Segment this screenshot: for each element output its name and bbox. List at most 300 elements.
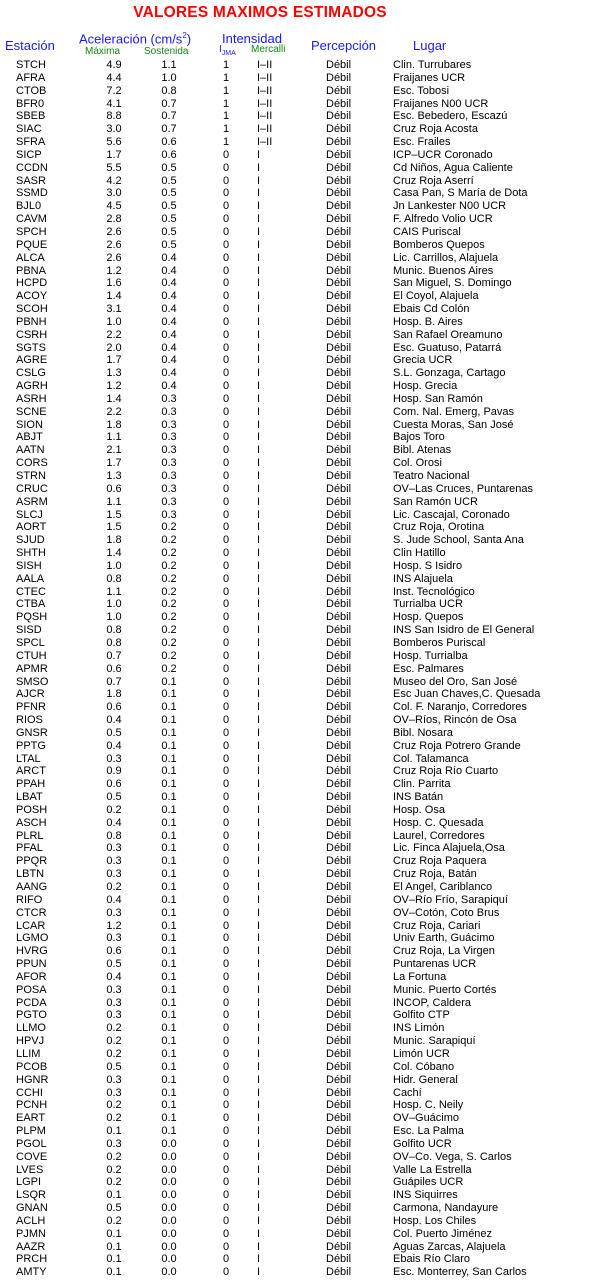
perception: Débil xyxy=(326,1214,352,1227)
table-row xyxy=(0,1125,590,1138)
intensity-jma: 0 xyxy=(222,1073,230,1086)
sustained-accel: 0.3 xyxy=(161,508,177,521)
max-accel: 0.8 xyxy=(106,636,122,649)
intensity-mercalli: I xyxy=(257,521,261,534)
table-row xyxy=(0,226,590,239)
location: Col. Puerto Jiménez xyxy=(393,1227,493,1240)
intensity-mercalli: I xyxy=(257,1266,261,1279)
header-aceleracion-close: ) xyxy=(186,31,192,47)
location: Hosp. Osa xyxy=(393,803,445,816)
max-accel: 2.0 xyxy=(106,341,122,354)
location: OV–Ríos, Rincón de Osa xyxy=(393,714,517,727)
intensity-jma: 0 xyxy=(222,418,230,431)
perception: Débil xyxy=(326,418,352,431)
table-row xyxy=(0,277,590,290)
intensity-jma: 0 xyxy=(222,405,230,418)
station-code: ARCT xyxy=(16,765,46,778)
station-code: CTCR xyxy=(16,906,47,919)
location: Hosp. B. Aires xyxy=(393,315,463,328)
max-accel: 0.2 xyxy=(106,1214,122,1227)
sustained-accel: 0.1 xyxy=(161,919,177,932)
station-code: LGMO xyxy=(16,932,49,945)
station-code: PBNH xyxy=(16,315,47,328)
max-accel: 1.0 xyxy=(106,315,122,328)
intensity-mercalli: I xyxy=(257,893,261,906)
perception: Débil xyxy=(326,1035,352,1048)
perception: Débil xyxy=(326,906,352,919)
intensity-mercalli: I xyxy=(257,174,261,187)
intensity-jma: 0 xyxy=(222,649,230,662)
max-accel: 0.6 xyxy=(106,778,122,791)
location: F. Alfredo Volio UCR xyxy=(393,213,493,226)
perception: Débil xyxy=(326,71,352,84)
station-code: LTAL xyxy=(16,752,41,765)
perception: Débil xyxy=(326,1009,352,1022)
intensity-jma: 0 xyxy=(222,1163,230,1176)
location: Ebais Río Claro xyxy=(393,1253,471,1266)
sustained-accel: 0.1 xyxy=(161,726,177,739)
perception: Débil xyxy=(326,97,352,110)
intensity-jma: 0 xyxy=(222,983,230,996)
perception: Débil xyxy=(326,547,352,560)
max-accel: 3.1 xyxy=(106,303,122,316)
intensity-mercalli: I xyxy=(257,315,261,328)
intensity-mercalli: I xyxy=(257,341,261,354)
table-row xyxy=(0,932,590,945)
sustained-accel: 0.2 xyxy=(161,585,177,598)
perception: Débil xyxy=(326,701,352,714)
location: INS Limón xyxy=(393,1022,445,1035)
sustained-accel: 0.4 xyxy=(161,251,177,264)
perception: Débil xyxy=(326,431,352,444)
max-accel: 0.3 xyxy=(106,868,122,881)
perception: Débil xyxy=(326,277,352,290)
station-code: ACLH xyxy=(16,1214,46,1227)
station-code: COVE xyxy=(16,1150,48,1163)
perception: Débil xyxy=(326,225,352,238)
table-row xyxy=(0,1164,590,1177)
max-accel: 0.8 xyxy=(106,572,122,585)
perception: Débil xyxy=(326,855,352,868)
header-aceleracion-text: Aceleración (cm/s xyxy=(79,31,183,47)
location: Turrialba UCR xyxy=(393,598,463,611)
location: Univ Earth, Guácimo xyxy=(393,932,495,945)
sustained-accel: 0.0 xyxy=(161,1202,177,1215)
station-code: LVES xyxy=(16,1163,44,1176)
sustained-accel: 0.1 xyxy=(161,1086,177,1099)
max-accel: 1.1 xyxy=(106,431,122,444)
table-row xyxy=(0,509,590,522)
max-accel: 0.3 xyxy=(106,1086,122,1099)
sustained-accel: 0.5 xyxy=(161,238,177,251)
station-code: HGNR xyxy=(16,1073,49,1086)
intensity-jma: 0 xyxy=(222,816,230,829)
table-row xyxy=(0,560,590,573)
location: Esc. Guatuso, Patarrá xyxy=(393,341,502,354)
intensity-mercalli: I xyxy=(257,791,261,804)
perception: Débil xyxy=(326,893,352,906)
table-row xyxy=(0,817,590,830)
perception: Débil xyxy=(326,290,352,303)
sustained-accel: 0.0 xyxy=(161,1189,177,1202)
intensity-mercalli: I xyxy=(257,970,261,983)
perception: Débil xyxy=(326,778,352,791)
location: Munic. Sarapiquí xyxy=(393,1035,476,1048)
sustained-accel: 0.1 xyxy=(161,893,177,906)
max-accel: 2.6 xyxy=(106,251,122,264)
sustained-accel: 0.3 xyxy=(161,418,177,431)
station-table xyxy=(0,59,590,1279)
sustained-accel: 0.2 xyxy=(161,636,177,649)
intensity-mercalli: I xyxy=(257,919,261,932)
station-code: HCPD xyxy=(16,277,48,290)
station-code: PFAL xyxy=(16,842,43,855)
perception: Débil xyxy=(326,919,352,932)
sustained-accel: 0.2 xyxy=(161,534,177,547)
station-code: POSH xyxy=(16,803,48,816)
intensity-mercalli: I xyxy=(257,405,261,418)
table-row xyxy=(0,997,590,1010)
intensity-jma: 0 xyxy=(222,521,230,534)
location: Com. Nal. Emerg, Pavas xyxy=(393,405,515,418)
perception: Débil xyxy=(326,1022,352,1035)
table-row xyxy=(0,1009,590,1022)
perception: Débil xyxy=(326,482,352,495)
table-row xyxy=(0,740,590,753)
max-accel: 0.2 xyxy=(106,1047,122,1060)
location: Esc. Bebedero, Escazú xyxy=(393,110,508,123)
intensity-jma: 0 xyxy=(222,277,230,290)
perception: Débil xyxy=(326,1073,352,1086)
location: San Rafael Oreamuno xyxy=(393,328,503,341)
station-code: SISH xyxy=(16,559,42,572)
max-accel: 2.2 xyxy=(106,328,122,341)
table-row xyxy=(0,676,590,689)
intensity-mercalli: I xyxy=(257,161,261,174)
intensity-mercalli: I xyxy=(257,752,261,765)
location: Cruz Roja Paquera xyxy=(393,855,487,868)
perception: Débil xyxy=(326,572,352,585)
sustained-accel: 0.3 xyxy=(161,392,177,405)
location: Col. Cóbano xyxy=(393,1060,455,1073)
location: Esc. La Palma xyxy=(393,1125,464,1138)
location: ICP–UCR Coronado xyxy=(393,148,493,161)
perception: Débil xyxy=(326,803,352,816)
header-aceleracion-exponent: 2 xyxy=(182,31,187,40)
max-accel: 2.8 xyxy=(106,213,122,226)
intensity-jma: 0 xyxy=(222,1125,230,1138)
perception: Débil xyxy=(326,161,352,174)
sustained-accel: 0.2 xyxy=(161,572,177,585)
sustained-accel: 0.3 xyxy=(161,495,177,508)
intensity-jma: 0 xyxy=(222,636,230,649)
table-row xyxy=(0,842,590,855)
max-accel: 1.3 xyxy=(106,470,122,482)
max-accel: 3.0 xyxy=(106,123,122,136)
table-row xyxy=(0,1189,590,1202)
perception: Débil xyxy=(326,662,352,675)
intensity-mercalli: I xyxy=(257,1047,261,1060)
intensity-mercalli: I xyxy=(257,148,261,161)
location: Bibl. Nosara xyxy=(393,726,453,739)
table-row xyxy=(0,252,590,265)
intensity-jma: 0 xyxy=(222,264,230,277)
intensity-jma: 0 xyxy=(222,148,230,161)
intensity-mercalli: I xyxy=(257,1176,261,1189)
intensity-jma: 0 xyxy=(222,791,230,804)
location: Bibl. Atenas xyxy=(393,444,452,457)
intensity-mercalli: I xyxy=(257,958,261,971)
intensity-jma: 0 xyxy=(222,1253,230,1266)
report-title: VALORES MAXIMOS ESTIMADOS xyxy=(133,4,387,21)
max-accel: 0.3 xyxy=(106,842,122,855)
location: INS San Isidro de El General xyxy=(393,624,535,637)
max-accel: 1.6 xyxy=(106,277,122,290)
intensity-mercalli: I xyxy=(257,649,261,662)
intensity-jma: 1 xyxy=(222,123,230,136)
intensity-mercalli: I xyxy=(257,585,261,598)
intensity-jma: 1 xyxy=(222,97,230,110)
intensity-mercalli: I xyxy=(257,1137,261,1150)
intensity-mercalli: I xyxy=(257,636,261,649)
max-accel: 4.4 xyxy=(106,71,122,84)
perception: Débil xyxy=(326,1112,352,1125)
table-row xyxy=(0,175,590,188)
sustained-accel: 0.3 xyxy=(161,431,177,444)
intensity-mercalli: I xyxy=(257,380,261,393)
intensity-mercalli: I xyxy=(257,290,261,303)
intensity-mercalli: I xyxy=(257,264,261,277)
perception: Débil xyxy=(326,675,352,688)
perception: Débil xyxy=(326,380,352,393)
sustained-accel: 0.1 xyxy=(161,970,177,983)
max-accel: 0.5 xyxy=(106,726,122,739)
perception: Débil xyxy=(326,303,352,316)
station-code: PGTO xyxy=(16,1009,47,1022)
intensity-jma: 0 xyxy=(222,508,230,521)
intensity-mercalli: I xyxy=(257,1022,261,1035)
sustained-accel: 0.1 xyxy=(161,1099,177,1112)
station-code: AATN xyxy=(16,444,45,457)
location: OV–Co. Vega, S. Carlos xyxy=(393,1150,512,1163)
table-row xyxy=(0,1266,590,1279)
intensity-jma: 0 xyxy=(222,958,230,971)
intensity-mercalli: I xyxy=(257,996,261,1009)
station-code: ALCA xyxy=(16,251,45,264)
subheader-ijma-subscript: JMA xyxy=(221,50,236,57)
table-row xyxy=(0,920,590,933)
intensity-jma: 0 xyxy=(222,714,230,727)
station-code: SCNE xyxy=(16,405,47,418)
intensity-mercalli: I xyxy=(257,842,261,855)
max-accel: 0.2 xyxy=(106,1099,122,1112)
station-code: SBEB xyxy=(16,110,46,123)
perception: Débil xyxy=(326,213,352,226)
intensity-jma: 0 xyxy=(222,354,230,367)
max-accel: 0.5 xyxy=(106,958,122,971)
location: Inst. Tecnológico xyxy=(393,585,475,598)
intensity-jma: 0 xyxy=(222,470,230,482)
location: Fraijanes UCR xyxy=(393,71,466,84)
max-accel: 2.6 xyxy=(106,238,122,251)
max-accel: 0.6 xyxy=(106,945,122,958)
location: Laurel, Corredores xyxy=(393,829,485,842)
sustained-accel: 0.4 xyxy=(161,328,177,341)
station-code: HVRG xyxy=(16,945,48,958)
intensity-mercalli: I xyxy=(257,354,261,367)
table-row xyxy=(0,1112,590,1125)
sustained-accel: 0.5 xyxy=(161,200,177,213)
intensity-mercalli: I xyxy=(257,1112,261,1125)
perception: Débil xyxy=(326,958,352,971)
location: Carmona, Nandayure xyxy=(393,1202,499,1215)
sustained-accel: 0.1 xyxy=(161,983,177,996)
max-accel: 0.5 xyxy=(106,1060,122,1073)
table-row xyxy=(0,521,590,534)
location: Limón UCR xyxy=(393,1047,450,1060)
sustained-accel: 0.5 xyxy=(161,225,177,238)
subheader-ijma xyxy=(219,44,236,57)
table-row xyxy=(0,830,590,843)
sustained-accel: 0.1 xyxy=(161,688,177,701)
table-row xyxy=(0,727,590,740)
location: Casa Pan, S María de Dota xyxy=(393,187,528,200)
station-code: LBAT xyxy=(16,791,43,804)
perception: Débil xyxy=(326,174,352,187)
intensity-mercalli: I xyxy=(257,701,261,714)
intensity-mercalli: I xyxy=(257,739,261,752)
subheader-mercalli: Mercalli xyxy=(251,44,286,55)
location: Aguas Zarcas, Alajuela xyxy=(393,1240,506,1253)
intensity-jma: 0 xyxy=(222,855,230,868)
table-row xyxy=(0,1022,590,1035)
station-code: SICP xyxy=(16,148,42,161)
perception: Débil xyxy=(326,649,352,662)
table-row xyxy=(0,765,590,778)
intensity-mercalli: I xyxy=(257,1125,261,1138)
max-accel: 0.7 xyxy=(106,649,122,662)
max-accel: 5.5 xyxy=(106,161,122,174)
sustained-accel: 0.1 xyxy=(161,1035,177,1048)
perception: Débil xyxy=(326,521,352,534)
max-accel: 1.4 xyxy=(106,290,122,303)
table-row xyxy=(0,894,590,907)
intensity-jma: 0 xyxy=(222,482,230,495)
location: Esc. Frailes xyxy=(393,136,451,149)
max-accel: 0.3 xyxy=(106,1137,122,1150)
sustained-accel: 0.3 xyxy=(161,405,177,418)
intensity-jma: 1 xyxy=(222,136,230,149)
max-accel: 2.2 xyxy=(106,405,122,418)
table-row xyxy=(0,547,590,560)
table-row xyxy=(0,586,590,599)
intensity-jma: 0 xyxy=(222,225,230,238)
station-code: SMSO xyxy=(16,675,49,688)
max-accel: 0.1 xyxy=(106,1227,122,1240)
intensity-jma: 0 xyxy=(222,457,230,470)
table-row xyxy=(0,470,590,483)
table-row xyxy=(0,444,590,457)
max-accel: 4.9 xyxy=(106,59,122,71)
location: Hosp. Quepos xyxy=(393,611,464,624)
station-code: SFRA xyxy=(16,136,46,149)
perception: Débil xyxy=(326,1137,352,1150)
intensity-jma: 0 xyxy=(222,945,230,958)
location: Lic. Carrillos, Alajuela xyxy=(393,251,499,264)
perception: Débil xyxy=(326,829,352,842)
intensity-jma: 0 xyxy=(222,1214,230,1227)
location: S. Jude School, Santa Ana xyxy=(393,534,524,547)
intensity-jma: 0 xyxy=(222,829,230,842)
table-row xyxy=(0,663,590,676)
intensity-jma: 0 xyxy=(222,328,230,341)
sustained-accel: 0.0 xyxy=(161,1163,177,1176)
intensity-mercalli: I xyxy=(257,816,261,829)
intensity-jma: 0 xyxy=(222,881,230,893)
intensity-jma: 0 xyxy=(222,765,230,778)
max-accel: 1.0 xyxy=(106,559,122,572)
perception: Débil xyxy=(326,611,352,624)
perception: Débil xyxy=(326,842,352,855)
sustained-accel: 0.1 xyxy=(161,778,177,791)
sustained-accel: 0.1 xyxy=(161,855,177,868)
sustained-accel: 0.1 xyxy=(161,816,177,829)
table-row xyxy=(0,791,590,804)
max-accel: 0.1 xyxy=(106,1240,122,1253)
perception: Débil xyxy=(326,945,352,958)
table-row xyxy=(0,907,590,920)
sustained-accel: 0.2 xyxy=(161,598,177,611)
max-accel: 0.5 xyxy=(106,791,122,804)
intensity-mercalli: I–II xyxy=(257,59,273,71)
location: Hosp. Grecia xyxy=(393,380,458,393)
sustained-accel: 0.1 xyxy=(161,1125,177,1138)
intensity-mercalli: I xyxy=(257,1227,261,1240)
intensity-jma: 0 xyxy=(222,932,230,945)
max-accel: 4.5 xyxy=(106,200,122,213)
station-code: PFNR xyxy=(16,701,46,714)
max-accel: 1.0 xyxy=(106,598,122,611)
header-lugar: Lugar xyxy=(413,38,447,53)
location: OV–Las Cruces, Puntarenas xyxy=(393,482,534,495)
max-accel: 0.9 xyxy=(106,765,122,778)
station-code: ASRH xyxy=(16,392,47,405)
location: Museo del Oro, San José xyxy=(393,675,518,688)
max-accel: 0.2 xyxy=(106,803,122,816)
table-row xyxy=(0,688,590,701)
sustained-accel: 0.1 xyxy=(161,1073,177,1086)
table-row xyxy=(0,855,590,868)
perception: Débil xyxy=(326,1047,352,1060)
perception: Débil xyxy=(326,1227,352,1240)
sustained-accel: 0.1 xyxy=(161,1022,177,1035)
intensity-jma: 0 xyxy=(222,495,230,508)
perception: Débil xyxy=(326,328,352,341)
station-code: POSA xyxy=(16,983,47,996)
sustained-accel: 0.4 xyxy=(161,367,177,380)
intensity-mercalli: I xyxy=(257,726,261,739)
max-accel: 1.1 xyxy=(106,585,122,598)
table-row xyxy=(0,1087,590,1100)
max-accel: 0.4 xyxy=(106,739,122,752)
perception: Débil xyxy=(326,84,352,97)
location: Jn Lankester N00 UCR xyxy=(393,200,507,213)
location: Hosp. C. Neily xyxy=(393,1099,464,1112)
table-row xyxy=(0,136,590,149)
perception: Débil xyxy=(326,726,352,739)
station-code: STCH xyxy=(16,59,46,71)
max-accel: 0.2 xyxy=(106,1035,122,1048)
